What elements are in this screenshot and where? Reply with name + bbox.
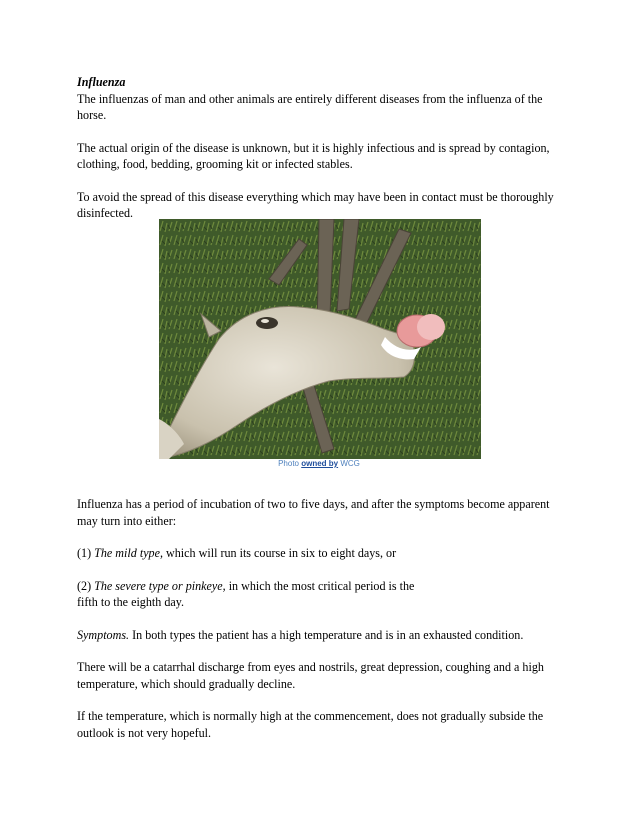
symptoms-label: Symptoms. [77,627,130,642]
main-text [77,496,565,741]
caption-link[interactable]: owned by [301,459,339,468]
item-1-number: (1) [77,546,92,560]
horse-photo [159,219,481,459]
photo-caption [0,459,638,468]
item-2-type: The severe type or pinkeye, [94,578,226,593]
paragraph-3: To avoid the spread of this disease everything which may have been in contact must be thoroughly disinfected. [77,189,554,220]
section-heading: Influenza [77,75,126,89]
intro-text [77,74,565,222]
list-item-2 [77,578,565,611]
list-item-1 [77,545,565,562]
paragraph-7: If the temperature, which is normally high at the commencement, does not gradually subside the outlook is not very hopeful. [77,709,544,740]
item-1-text: which will run its course in six to eight days, or [166,546,397,560]
item-2-text-line2: fifth to the eighth day. [77,595,185,609]
paragraph-4: Influenza has a period of incubation of two to five days, and after the symptoms become apparent may turn into either: [77,497,550,528]
item-1-type: The mild type, [94,546,163,560]
caption-prefix: Photo [278,459,299,468]
item-2-text: in which the most critical period is the [228,578,415,593]
paragraph-1: The influenzas of man and other animals are entirely different diseases from the influenza of the horse. [77,91,543,122]
symptoms-text: In both types the patient has a high temperature and is in an exhausted condition. [132,627,524,642]
paragraph-6: There will be a catarrhal discharge from eyes and nostrils, great depression, coughing and a high temperature, which should gradually decline. [77,660,544,691]
item-2-number: (2) [77,578,92,593]
paragraph-2: The actual origin of the disease is unknown, but it is highly infectious and is spread by contagion, clothing, food, bedding, grooming kit or infected stables. [77,140,550,171]
caption-suffix: WCG [340,459,360,468]
symptoms-paragraph [77,627,565,644]
